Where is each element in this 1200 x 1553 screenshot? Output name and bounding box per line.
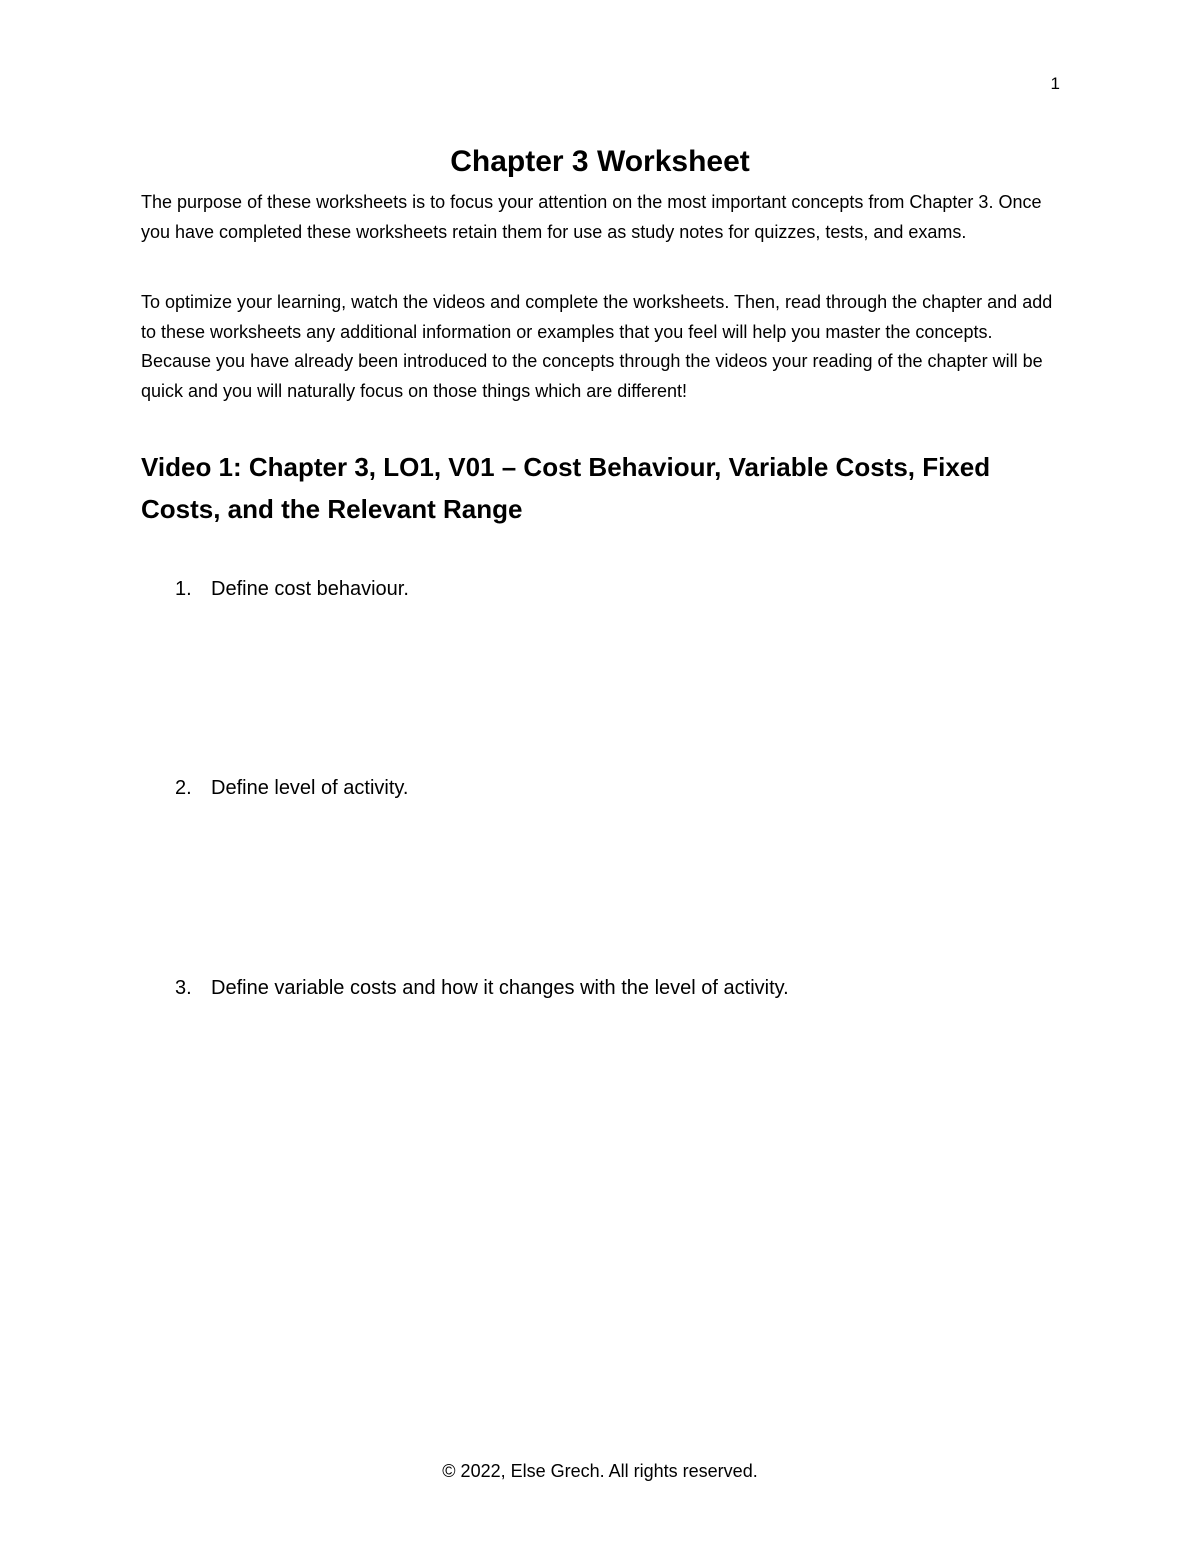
question-text: Define variable costs and how it changes with the level of activity. xyxy=(211,977,789,999)
question-number: 1. xyxy=(175,578,192,600)
intro-paragraph: The purpose of these worksheets is to focus your attention on the most important concepts from Chapter 3. Once you have completed these worksheets retain them for use as study notes for quizzes, tests, and exams. xyxy=(141,192,1042,242)
section-heading: Video 1: Chapter 3, LO1, V01 – Cost Behaviour, Variable Costs, Fixed Costs, and the Relevant Range xyxy=(141,452,991,524)
copyright-footer: © 2022, Else Grech. All rights reserved. xyxy=(442,1461,758,1481)
question-item xyxy=(175,975,1055,1001)
question-item xyxy=(175,576,1055,602)
question-text: Define level of activity. xyxy=(211,777,409,799)
question-number: 3. xyxy=(175,977,192,999)
question-number: 2. xyxy=(175,777,192,799)
page-title: Chapter 3 Worksheet xyxy=(450,145,750,178)
page-number: 1 xyxy=(1050,74,1060,93)
intro-paragraph: To optimize your learning, watch the videos and complete the worksheets. Then, read through the chapter and add to these worksheets any additional information or examples that you feel will help you master the concepts. Because you have already been introduced to the concepts through the videos your reading of the chapter will be quick and you will naturally focus on those things which are different! xyxy=(141,292,1053,401)
question-text: Define cost behaviour. xyxy=(211,578,409,600)
question-item xyxy=(175,775,1055,801)
